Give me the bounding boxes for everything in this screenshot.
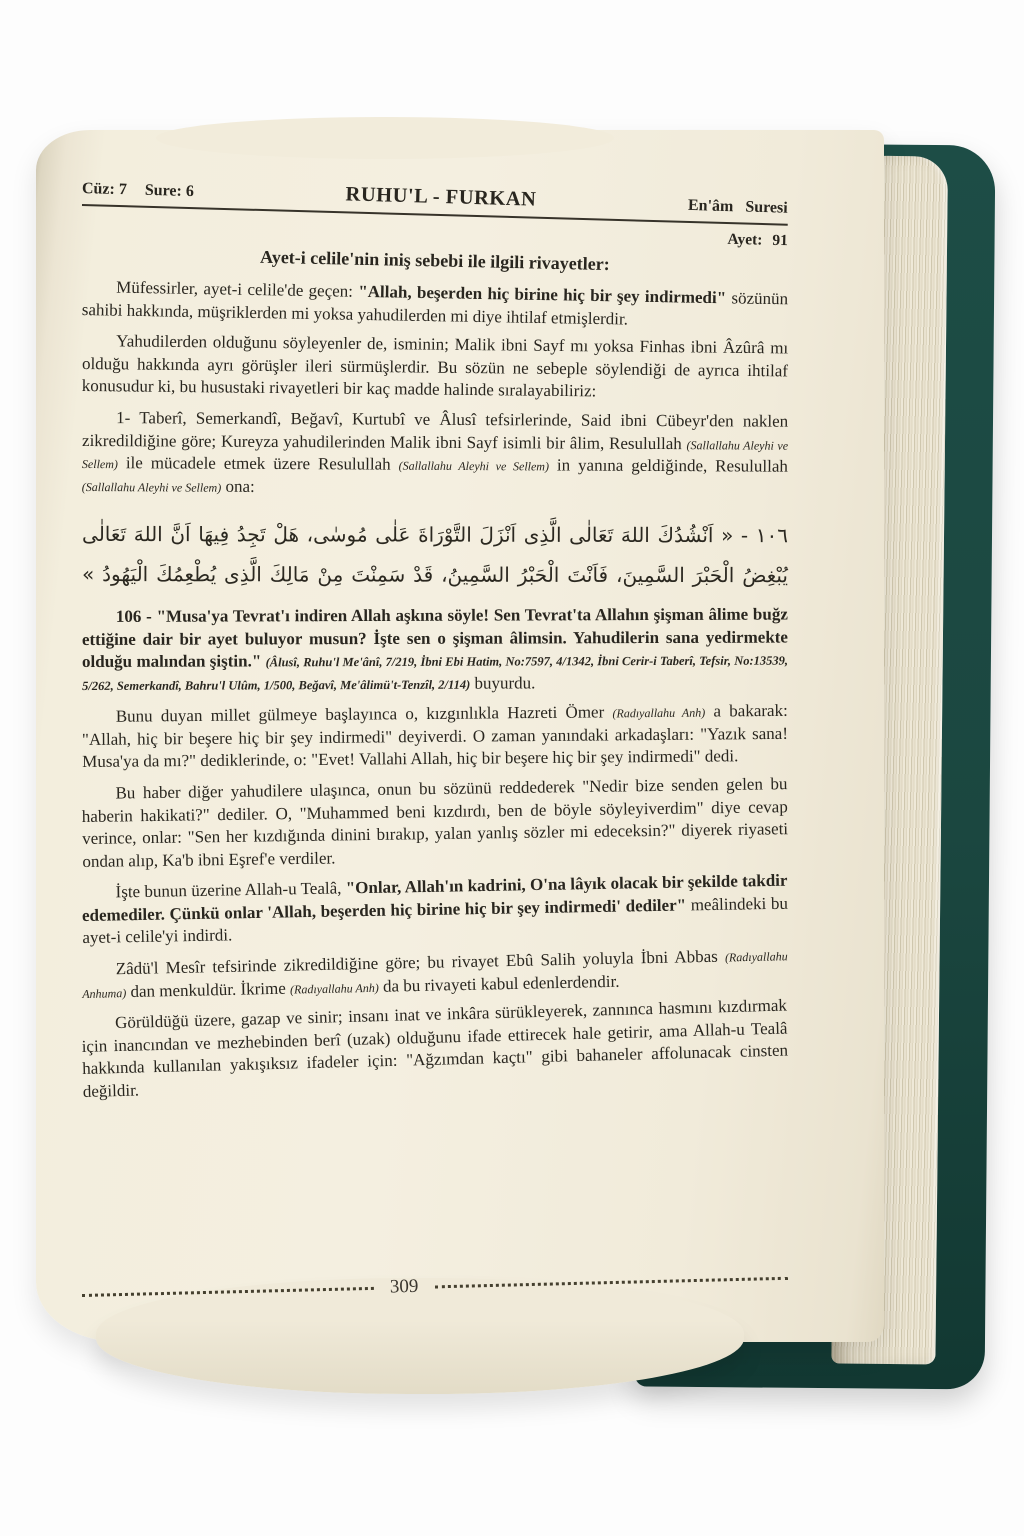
honorific-small: (Sallallahu Aleyhi ve Sellem)	[81, 437, 789, 472]
dotted-rule-left	[82, 1286, 374, 1296]
honorific-small: (Radıyallahu Anhuma)	[82, 949, 788, 1001]
bold-translation: 106 - "Musa'ya Tevrat'ı indiren Allah aşkına söyle! Sen Tevrat'ta Allahın şişman âlime buğz ettiğine dair bir ayet buluyor musun? İşte sen o şişman âlimsin. Yahudilerin sana yedirmekte olduğu malından şiştin."	[81, 605, 788, 672]
page-number: 309	[389, 1275, 419, 1298]
juz-sure-label	[82, 180, 194, 201]
arabic-line-2: يُبْغِضُ الْحَبْرَ السَّمِينَ، فَاَنْتَ الْحَبْرُ السَّمِينُ، قَدْ سَمِنْتَ مِنْ مَالِكَ الَّذِى يُطْعِمُكَ الْيَهُودُ »	[81, 562, 788, 588]
text-segment: Bunu duyan millet gülmeye başlayınca o, kızgınlıkla Hazreti Ömer	[115, 702, 613, 726]
text-segment: meâlindeki bu ayet-i celile'yi indirdi.	[82, 893, 789, 948]
arabic-line-1: ١٠٦ - « اَنْشُدُكَ اللهَ تَعَالٰى الَّذِى اَنْزَلَ التَّوْرَاةَ عَلٰى مُوسٰى، هَلْ تَجِدُ فِيهَا اَنَّ اللهَ تَعَالٰى	[82, 522, 789, 548]
paragraph-4	[82, 604, 788, 697]
paragraph-6: Bu haber diğer yahudilere ulaşınca, onun bu sözünü reddederek "Nedir bize senden gelen bu haberin hakikati?" dediler. O, "Muhammed beni kızdırdı, ben de böyle söyleyiverdim" diye cevap verince, onlar: "Sen her kızdığında dinini bırakıp, yalan yanlış sözler mi edeceksin?" diyerek riyaseti ondan alıp, Ka'b ibni Eşref'e verdiler.	[81, 773, 789, 871]
text-segment: sözünün sahibi hakkında, müşriklerden mi yoksa yahudilerden mi diye ihtilaf etmişlerdir.	[81, 288, 789, 329]
paragraph-9: Görüldüğü üzere, gazap ve sinir; insanı inat ve inkâra sürükleyerek, zannınca hasmını kızdırmak için inancından ve mezhebinden berî (uzak) olduğunu ifade ettirecek hale getirir, ama Allah-u Tealâ hakkında kullanılan yakışıksız ifadeler için: "Ağzımdan kaçtı" gibi bahaneler affolunacak cinsten değildir.	[81, 995, 789, 1102]
paragraph-3	[82, 407, 788, 501]
honorific-small: (Sallallahu Aleyhi ve Sellem)	[398, 458, 550, 474]
text-segment: da bu rivayeti kabul edenlerdendir.	[378, 971, 620, 996]
honorific-small: (Radıyallahu Anh)	[612, 705, 706, 721]
citation-small: (Âlusî, Ruhu'l Me'ânî, 7/219, İbni Ebi Hatim, No:7597, 4/1342, İbni Cerir-i Taberî, Tefsir, No:13539, 5/262, Semerkandî, Bahru'l Ulûm, 1/500, Beğavî, Me'âlimü't-Tenzîl, 2/114)	[82, 654, 789, 694]
sure-label: Sure: 6	[144, 181, 195, 201]
text-segment: ile mücadele etmek üzere Resulullah	[117, 453, 399, 474]
page-header	[82, 176, 788, 219]
honorific-small: (Radıyallahu Anh)	[289, 980, 379, 997]
paragraph-2: Yahudilerden olduğunu söyleyenler de, isminin; Malik ibni Sayf mı yoksa Finhas ibni Âzûrâ mı olduğu hakkında ayrı görüşler ileri sürmüşlerdir. Bu sözün ne sebeple söylendiği de ayrıca ihtilaf konusudur ki, bu husustaki rivayetleri bir kaç madde halinde sıralayabiliriz:	[81, 331, 789, 401]
text-segment: in yanına geldiğinde, Resulullah	[548, 455, 788, 476]
book-page	[36, 130, 884, 1342]
text-segment: İşte bunun üzerine Allah-u Tealâ,	[115, 878, 346, 902]
ayet-number: Ayet: 91	[727, 230, 789, 250]
text-segment: dan menkuldür. İkrime	[126, 978, 291, 1001]
paragraph-8	[82, 944, 789, 1004]
text-segment: ona:	[221, 476, 255, 496]
bold-quote: "Onlar, Allah'ın kadrini, O'na lâyık olacak bir şekilde takdir edemediler. Çünkü onlar 'Allah, beşerden hiç birine hiç bir şey indirmedi' dediler"	[81, 870, 788, 925]
paragraph-5	[82, 700, 789, 774]
text-segment: Zâdü'l Mesîr tefsirinde zikredildiğine göre; bu rivayet Ebû Salih yoluyla İbni Abbas	[115, 946, 726, 979]
text-segment: 1- Taberî, Semerkandî, Beğavî, Kurtubî ve Âlusî tefsirlerinde, Said ibni Cübeyr'den naklen zikredildiğine göre; Kureyza yahudilerinden Malik ibni Sayf isimli bir âlim, Resulullah	[82, 408, 789, 453]
juz-label: Cüz: 7	[81, 180, 128, 199]
page-content	[36, 130, 884, 1342]
section-heading: Ayet-i celile'nin iniş sebebi ile ilgili rivayetler:	[259, 246, 610, 275]
dotted-rule-right	[434, 1276, 787, 1288]
arabic-hadith	[82, 514, 788, 595]
text-segment: Müfessirler, ayet-i celile'de geçen:	[116, 277, 359, 301]
paragraph-1	[82, 276, 789, 334]
honorific-small: (Sallallahu Aleyhi ve Sellem)	[81, 479, 222, 495]
text-segment: a bakarak: "Allah, hiç bir beşere hiç bir şey indirmedi" deyiverdi. O zaman yanındaki arkadaşları: "Yazık sana! Musa'ya da mı?" dediklerinde, o: "Evet! Vallahi Allah, hiç bir beşere hiç bir şey indirmedi" dedi.	[81, 700, 789, 772]
page-footer	[82, 1267, 788, 1308]
sure-name: En'âm Suresi	[687, 196, 788, 217]
book-title: RUHU'L - FURKAN	[345, 183, 537, 211]
bold-quote: "Allah, beşerden hiç birine hiç bir şey indirmedi"	[358, 281, 727, 308]
paragraph-7	[81, 870, 788, 950]
text-segment: buyurdu.	[470, 673, 536, 693]
